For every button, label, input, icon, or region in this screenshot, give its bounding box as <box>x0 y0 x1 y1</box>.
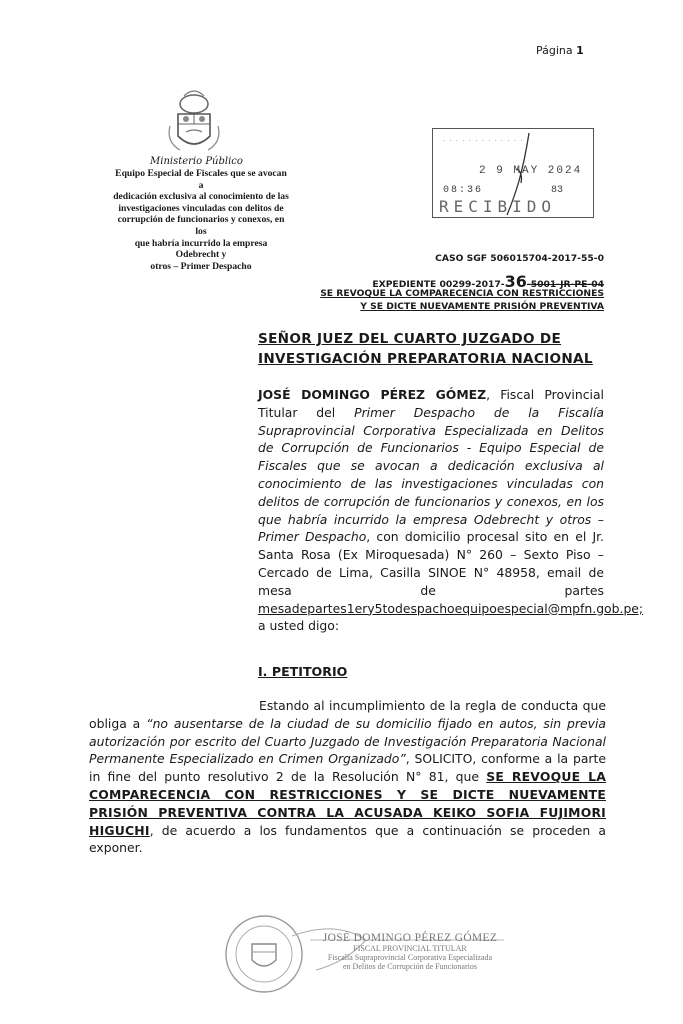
team-line: otros – Primer Despacho <box>150 260 252 272</box>
addressee-heading: SEÑOR JUEZ DEL CUARTO JUZGADO DE INVESTIGACIÓN PREPARATORIA NACIONAL <box>258 331 593 367</box>
subject-line: SE REVOQUE LA COMPARECENCIA CON RESTRICCIONES <box>320 288 604 299</box>
email-link[interactable]: mesadepartes1ery5todespachoequipoespecial@mpfn.gob.pe; <box>258 600 644 616</box>
stamp-time: 08:36 <box>443 185 484 196</box>
intro-text: , con domicilio procesal sito en el Jr. Santa Rosa (Ex Miroquesada) N° 260 – Sexto Piso – Cercado de Lima, Casilla SINOE N° 48958, email de mesa de partes <box>258 529 604 598</box>
petitorio-paragraph <box>89 697 606 857</box>
office-name: Primer Despacho de la Fiscalía Supraprovincial Corporativa Especializada en Delitos de Corrupción de Funcionarios - Equipo Especial de Fiscales que se avocan a dedicación exclusiva al conocimiento de las investigaciones vinculadas con delitos de corrupción de funcionarios y conexos, en los que habría incurrido la empresa Odebrecht y otros – Primer Despacho <box>258 404 605 545</box>
prosecutor-name: JOSÉ DOMINGO PÉREZ GÓMEZ <box>258 387 487 402</box>
signature-block <box>310 932 510 971</box>
expediente-prefix: EXPEDIENTE 00299-2017- <box>372 279 505 290</box>
stamp-signature-stroke-icon <box>433 129 593 217</box>
signature-office: en Delitos de Corrupción de Funcionarios <box>343 962 477 971</box>
petitorio-text: Estando al incumplimiento de la regla de conducta que obliga a <box>89 698 606 731</box>
subject-line: Y SE DICTE NUEVAMENTE PRISIÓN PREVENTIVA <box>360 301 604 312</box>
petitorio-request: SE REVOQUE LA COMPARECENCIA CON RESTRICCIONES Y SE DICTE NUEVAMENTE PRISIÓN PREVENTIVA CONTRA LA ACUSADA KEIKO SOFIA FUJIMORI HIGUCHI <box>89 769 606 838</box>
petitorio-text: , de acuerdo a los fundamentos que a continuación se proceden a exponer. <box>89 822 606 856</box>
section-title: I. PETITORIO <box>258 664 348 679</box>
expediente-struck: -5001-JR-PE-04 <box>526 279 604 290</box>
team-line: dedicación exclusiva al conocimiento de las <box>113 191 289 203</box>
page-number-value: 1 <box>576 44 584 57</box>
team-description <box>112 168 290 272</box>
team-line: corrupción de funcionarios y conexos, en los <box>117 214 285 237</box>
signature-title: FISCAL PROVINCIAL TITULAR <box>353 944 467 953</box>
expediente-handwritten: 36 <box>504 272 527 291</box>
intro-text: a usted digo: <box>258 618 340 634</box>
page-label: Página <box>536 44 573 57</box>
document-subject <box>320 287 604 313</box>
stamp-label: RECIBIDO <box>439 197 557 216</box>
team-line: investigaciones vinculadas con delitos de <box>118 202 284 214</box>
page-number <box>536 44 584 57</box>
intro-text: , Fiscal Provincial Titular del <box>258 387 604 420</box>
signature-name: JOSÉ DOMINGO PÉREZ GÓMEZ <box>322 932 498 944</box>
ministry-name: Ministerio Público <box>150 156 243 167</box>
intro-paragraph <box>258 386 644 635</box>
stamp-code: 83 <box>551 185 564 196</box>
stamp-date: 2 9 MAY 2024 <box>479 165 583 177</box>
stamp-header-line: · · · · · · · · · · · · · <box>443 137 524 145</box>
team-line: que habría incurrido la empresa Odebrecht y <box>134 237 268 261</box>
petitorio-text: , SOLICITO, conforme a la parte in fine del punto resolutivo 2 de la Resolución N° 81, que <box>89 751 606 785</box>
coat-of-arms-seal-icon <box>164 86 224 164</box>
case-number: CASO SGF 506015704-2017-55-0 <box>435 253 604 264</box>
signature-office: Fiscalía Supraprovincial Corporativa Especializada <box>327 953 493 962</box>
received-stamp <box>432 128 594 218</box>
team-line: Equipo Especial de Fiscales que se avocan a <box>115 168 287 191</box>
petitorio-quote: “no ausentarse de la ciudad de su domicilio fijado en autos, sin previa autorización por escrito del Cuarto Juzgado de Investigación Preparatoria Nacional Permanente Especializado en Crimen Organizado” <box>89 715 606 767</box>
